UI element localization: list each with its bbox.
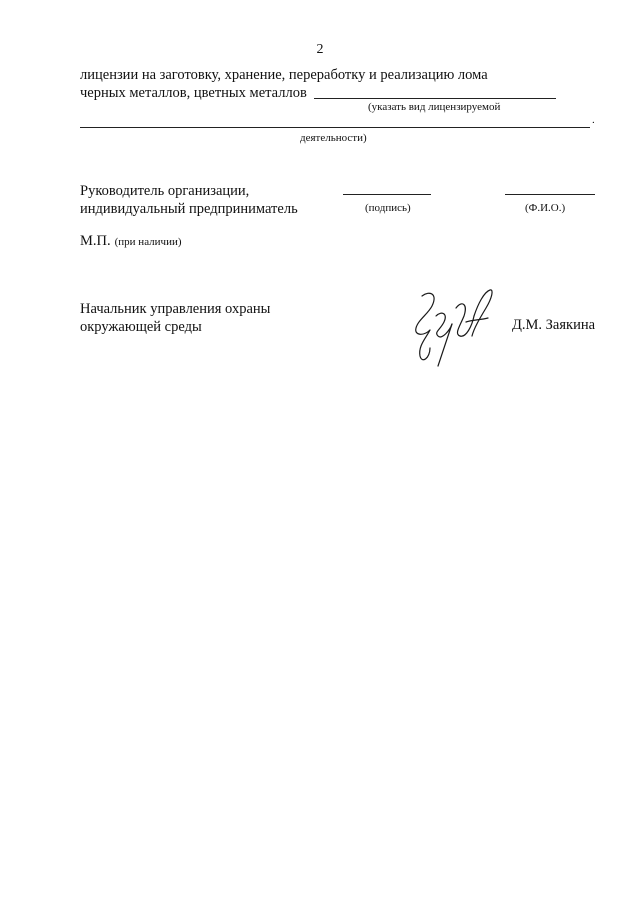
paragraph-line-1: лицензии на заготовку, хранение, переработку и реализацию лома [80, 67, 488, 83]
page-number: 2 [316, 42, 324, 57]
official-title-line-1: Начальник управления охраны [80, 301, 271, 317]
activity-type-blank-2 [80, 127, 590, 128]
activity-hint-2: деятельности) [300, 132, 367, 144]
activity-type-blank-1 [314, 98, 556, 99]
trailing-dot: . [592, 114, 595, 126]
signature-caption: (подпись) [365, 202, 411, 214]
head-label-line-1: Руководитель организации, [80, 183, 250, 199]
official-title-line-2: окружающей среды [80, 319, 202, 335]
name-blank [505, 194, 595, 195]
activity-hint-1: (указать вид лицензируемой [368, 101, 501, 113]
official-name: Д.М. Заякина [512, 317, 596, 333]
stamp-line [80, 232, 182, 250]
head-label-line-2: индивидуальный предприниматель [80, 201, 298, 217]
signature-blank [343, 194, 431, 195]
paragraph-line-2: черных металлов, цветных металлов [80, 85, 307, 101]
name-caption: (Ф.И.О.) [525, 202, 566, 214]
stamp-note: (при наличии) [114, 236, 182, 248]
handwritten-signature [408, 286, 500, 370]
stamp-label: М.П. [80, 233, 111, 249]
